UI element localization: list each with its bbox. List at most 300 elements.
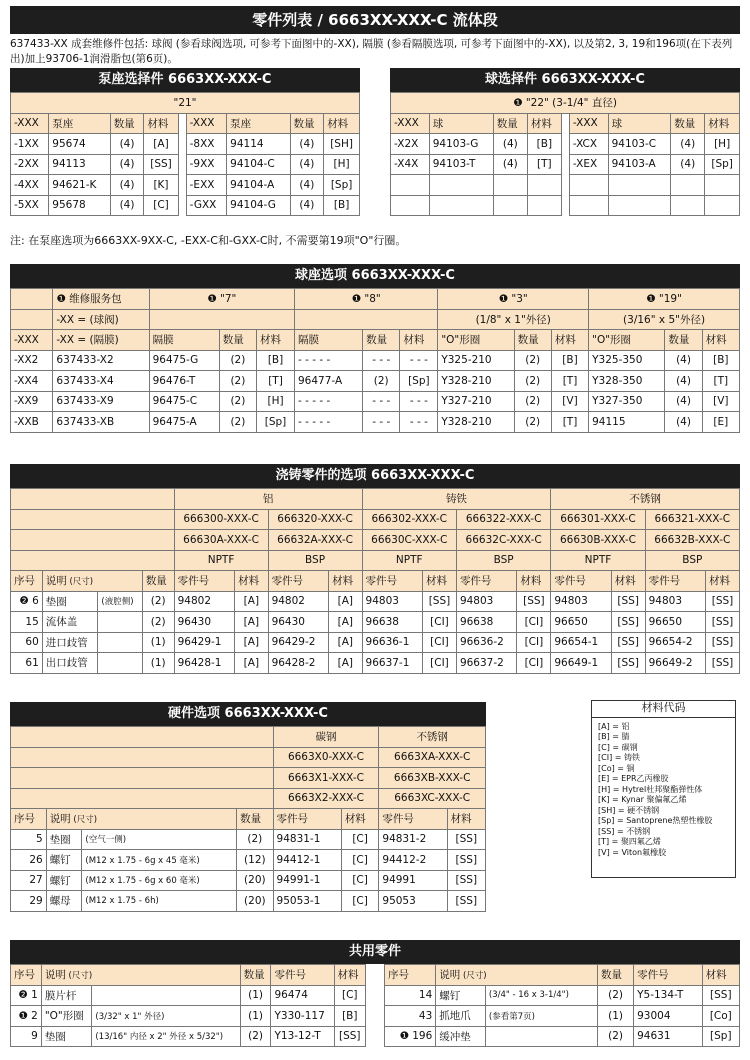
table-cell [561,154,569,175]
table-cell: 94103-T [429,154,493,175]
column-header: 说明 (尺寸) [41,965,240,986]
column-header: 材料 [706,571,740,592]
size-note: (尺寸) [66,577,94,588]
size-note: (尺寸) [460,971,487,982]
column-header: 材料 [334,965,365,986]
table-row [11,829,486,850]
table-cell: Y327-210 [438,391,514,412]
column-header: 数量 [363,330,400,351]
table-cell: 6663XB-XXX-C [379,768,486,789]
table-cell [295,309,438,330]
table-cell: BSP [645,550,739,571]
table-cell: Y330-117 [271,1006,334,1027]
column-header: 说明 (尺寸) [436,965,598,986]
table-cell: - - - [400,412,438,433]
table-cell: 96637-1 [362,653,422,674]
table-cell: [CI] [517,632,551,653]
table-cell: BSP [456,550,550,571]
table-cell: (M12 x 1.75 - 6g x 45 毫米) [82,850,237,871]
legend-item: [A] = 铝 [598,721,630,731]
table-row [11,985,366,1006]
table-cell: (4) [665,391,702,412]
table-cell: 15 [11,612,43,633]
table-cell: 94803 [645,591,705,612]
cast-table [10,488,740,674]
column-header: 零件号 [634,965,703,986]
table-cell: 94114 [227,134,290,155]
table-cell: (4) [665,371,702,392]
table-cell: 螺母 [46,891,82,912]
table-cell: (2) [219,391,256,412]
hardware-table [10,726,486,912]
table-row [11,965,366,986]
common-table-right [384,964,740,1047]
table-cell [485,1026,597,1047]
table-cell: NPTF [362,550,456,571]
kit-note: 637433-XX 成套维修件包括: 球阀 (参看球阀选项, 可参考下面图中的-XX), 隔膜 (参看隔膜选项, 可参考下面图中的-XX), 以及第2, 3, 19和196项(在下表列出)加上93706-1润滑脂包(第6页)。 [10,38,733,65]
table-cell: [T] [527,154,561,175]
table-row [11,891,486,912]
column-header: 材料 [144,113,178,134]
column-header: -XXX [11,330,53,351]
table-row [11,412,740,433]
table-cell: (2) [219,412,256,433]
column-header: 材料 [447,809,485,830]
table-cell: [Co] [702,1006,739,1027]
pump-seat-table [10,92,360,216]
table-cell: (4) [290,154,324,175]
table-cell: 666320-XXX-C [268,509,362,530]
table-cell: 94113 [49,154,110,175]
table-cell: 缓冲垫 [436,1026,486,1047]
table-cell: [A] [329,591,362,612]
table-cell: (4) [665,350,702,371]
table-cell: (4) [671,134,705,155]
table-cell: (2) [237,829,273,850]
table-cell: 61 [11,653,43,674]
table-row [11,175,360,196]
table-cell: 96636-1 [362,632,422,653]
table-cell: [SS] [611,612,645,633]
table-cell [569,195,608,216]
column-header: 序号 [11,571,43,592]
column-header: -XXX [186,113,227,134]
column-header: 隔膜 [295,330,363,351]
table-cell: [A] [235,632,268,653]
table-cell: -X4X [391,154,430,175]
table-row [391,175,740,196]
legend-item: [E] = EPR乙丙橡胶 [598,774,669,783]
table-cell: 96654-2 [645,632,705,653]
table-cell: (1) [142,632,174,653]
table-row [385,985,740,1006]
table-cell [705,195,740,216]
material-header: 铝 [174,489,362,510]
table-cell: [A] [329,612,362,633]
table-cell: 95053 [379,891,447,912]
table-cell: 96430 [174,612,235,633]
table-cell: 6663XA-XXX-C [379,747,486,768]
column-header: 零件号 [456,571,516,592]
table-cell: (2) [142,591,174,612]
table-row [11,330,740,351]
table-cell: 66632C-XXX-C [456,530,550,551]
table-cell: [CI] [423,612,457,633]
legend-item: [V] = Viton氟橡胶 [598,847,667,857]
table-cell [493,175,527,196]
seat-title: 球座选项 6663XX-XXX-C [10,264,740,288]
seat-table [10,288,740,433]
group-header: ❶ "3" [438,289,589,310]
table-cell [527,175,561,196]
legend-item: [Co] = 铜 [598,763,635,773]
table-cell: (2) [240,1026,271,1047]
table-cell: 666321-XXX-C [645,509,739,530]
table-cell: 94991 [379,870,447,891]
table-cell: [H] [705,134,740,155]
table-cell: -XX = (隔膜) [53,330,149,351]
table-cell: 637433-X2 [53,350,149,371]
table-row [11,632,740,653]
table-cell: 94803 [362,591,422,612]
table-cell: (M12 x 1.75 - 6g x 60 毫米) [82,870,237,891]
column-header: 零件号 [268,571,329,592]
table-cell [527,195,561,216]
table-cell: 637433-XB [53,412,149,433]
table-cell: (液腔侧) [98,591,142,612]
column-header: 材料 [423,571,457,592]
column-header: 数量 [110,113,144,134]
group-header: ❶ "7" [149,289,294,310]
table-cell: 96429-1 [174,632,235,653]
table-cell: 96475-C [149,391,219,412]
table-row [11,309,740,330]
table-cell: (2) [514,412,551,433]
table-cell [11,489,175,510]
table-cell: Y13-12-T [271,1026,334,1047]
table-cell: (参看第7页) [485,1006,597,1027]
table-cell: [A] [235,612,268,633]
table-cell [98,653,142,674]
table-cell: -XCX [569,134,608,155]
table-row [11,612,740,633]
table-cell: (2) [514,391,551,412]
legend-item: [CI] = 铸铁 [598,753,640,762]
column-header: 数量 [142,571,174,592]
table-cell: [V] [551,391,588,412]
table-cell: [SS] [706,612,740,633]
table-cell: (4) [671,154,705,175]
table-row [391,93,740,114]
table-cell: [SS] [517,591,551,612]
table-cell: 637433-X4 [53,371,149,392]
table-cell: (4) [110,175,144,196]
column-header: "O"形圈 [438,330,514,351]
table-cell: (4) [493,154,527,175]
column-header: 材料 [257,330,295,351]
table-cell: (2) [142,612,174,633]
table-cell: [Sp] [257,412,295,433]
table-row [11,93,360,114]
table-cell [671,175,705,196]
table-cell: 94631 [634,1026,703,1047]
group-header: ❶ 维修服务包 [53,289,149,310]
column-header: 数量 [514,330,551,351]
table-cell: -8XX [186,134,227,155]
table-cell: 666302-XXX-C [362,509,456,530]
table-row [391,134,740,155]
table-cell: -XX4 [11,371,53,392]
column-header: 零件号 [379,809,447,830]
table-cell: 96649-1 [551,653,611,674]
table-cell [11,747,274,768]
table-cell: [T] [551,371,588,392]
table-row [391,113,740,134]
table-row [391,195,740,216]
table-row [11,550,740,571]
table-row [11,113,360,134]
table-cell: Y328-210 [438,371,514,392]
table-cell: (4) [110,195,144,216]
table-cell: [T] [551,412,588,433]
table-cell: [A] [329,632,362,653]
table-cell: [B] [551,350,588,371]
table-cell: [E] [702,412,739,433]
table-cell: [SS] [702,985,739,1006]
table-cell: (1) [240,1006,271,1027]
column-header: -XXX [391,113,430,134]
table-cell: [B] [257,350,295,371]
table-cell: [SS] [706,591,740,612]
column-header: 材料 [324,113,360,134]
table-cell: -2XX [11,154,49,175]
table-cell: 94115 [589,412,665,433]
table-cell: 6663X1-XXX-C [273,768,379,789]
table-row [385,965,740,986]
table-cell: 666301-XXX-C [551,509,645,530]
hardware-title: 硬件选项 6663XX-XXX-C [10,702,486,726]
table-cell: (1/8" x 1"外径) [438,309,589,330]
table-row [11,809,486,830]
table-cell: 94802 [174,591,235,612]
table-cell: [C] [144,195,178,216]
table-cell: (2) [598,985,634,1006]
table-row [11,1006,366,1027]
column-header: 材料 [705,113,740,134]
table-cell: [CI] [423,653,457,674]
table-cell: (M12 x 1.75 - 6h) [82,891,237,912]
table-cell: 96636-2 [456,632,516,653]
table-cell: 96474 [271,985,334,1006]
table-cell: (3/32" x 1" 外径) [92,1006,240,1027]
table-cell: -XX2 [11,350,53,371]
table-row [11,768,486,789]
table-cell: [B] [334,1006,365,1027]
common-table-left [10,964,366,1047]
table-cell: 93004 [634,1006,703,1027]
column-header: 数量 [240,965,271,986]
table-cell: Y5-134-T [634,985,703,1006]
table-cell: 螺钉 [46,850,82,871]
table-cell: 666322-XXX-C [456,509,550,530]
table-cell: [SS] [423,591,457,612]
table-cell [11,788,274,809]
material-header: 不锈钢 [551,489,740,510]
legend-item: [SH] = 硬不锈钢 [598,805,660,815]
table-cell: [B] [702,350,739,371]
table-cell: 96476-T [149,371,219,392]
table-cell [98,612,142,633]
table-cell [561,195,569,216]
table-cell [98,632,142,653]
column-header: 材料 [517,571,551,592]
table-cell: 螺钉 [436,985,486,1006]
column-header: 材料 [400,330,438,351]
table-cell: 94104-G [227,195,290,216]
table-cell: 96649-2 [645,653,705,674]
group-header: ❶ "19" [589,289,740,310]
table-cell: ❷ 6 [11,591,43,612]
table-row [11,289,740,310]
table-row [11,134,360,155]
table-row [11,747,486,768]
table-cell [92,985,240,1006]
legend-item: [SS] = 不锈钢 [598,826,651,836]
material-legend [591,700,736,878]
table-cell: -XEX [569,154,608,175]
table-cell: [B] [527,134,561,155]
table-cell: 95053-1 [273,891,341,912]
table-cell: [C] [341,850,379,871]
table-cell: (4) [290,134,324,155]
size-note: (尺寸) [65,971,93,982]
column-header: 隔膜 [149,330,219,351]
table-cell: (1) [142,653,174,674]
table-cell: - - - [363,350,400,371]
table-cell: 螺钉 [46,870,82,891]
table-cell: -X2X [391,134,430,155]
table-cell: [A] [235,591,268,612]
table-cell: 26 [11,850,47,871]
table-cell [178,154,186,175]
column-header: 零件号 [645,571,705,592]
table-cell: 出口歧管 [42,653,98,674]
table-cell: -GXX [186,195,227,216]
table-cell: 96650 [645,612,705,633]
table-cell [569,175,608,196]
table-cell: [SS] [447,829,485,850]
table-row [11,870,486,891]
size-note: (尺寸) [70,815,98,826]
table-cell: 膜片杆 [41,985,92,1006]
table-row [391,154,740,175]
table-cell: 96638 [362,612,422,633]
table-cell: [B] [324,195,360,216]
table-cell: (2) [598,1026,634,1047]
table-cell: [Sp] [400,371,438,392]
table-cell: 96429-2 [268,632,329,653]
column-header: 球 [429,113,493,134]
table-cell [11,550,175,571]
table-cell: 94831-2 [379,829,447,850]
table-cell: (2) [219,371,256,392]
table-cell: [SS] [334,1026,365,1047]
table-cell: - - - [400,350,438,371]
table-row [11,727,486,748]
table-cell: (4) [665,412,702,433]
column-header: 序号 [11,809,47,830]
table-row [11,195,360,216]
table-cell: 43 [385,1006,436,1027]
table-cell: [SS] [611,632,645,653]
table-cell: [SS] [447,850,485,871]
table-cell: (4) [110,134,144,155]
column-header: -XXX [569,113,608,134]
ball-table [390,92,740,216]
table-cell: 14 [385,985,436,1006]
legend-item: [B] = 腈 [598,732,630,741]
table-cell: ❶ 2 [11,1006,42,1027]
table-cell [561,175,569,196]
table-cell: 94104-C [227,154,290,175]
group-header: ❶ "8" [295,289,438,310]
table-row [11,530,740,551]
column-header: "O"形圈 [589,330,665,351]
table-cell: 60 [11,632,43,653]
table-cell: 94104-A [227,175,290,196]
seat-note: 注: 在泵座选项为6663XX-9XX-C, -EXX-C和-GXX-C时, 不需要第19项"O"行圈。 [10,234,407,247]
table-cell: (20) [237,891,273,912]
column-header: 数量 [671,113,705,134]
table-cell: [SS] [447,870,485,891]
legend-item: [T] = 聚四氟乙烯 [598,837,661,846]
table-cell: 94802 [268,591,329,612]
table-cell: ❶ 196 [385,1026,436,1047]
table-cell: (3/16" x 5"外径) [589,309,740,330]
table-cell: (1) [598,1006,634,1027]
column-header: 序号 [11,965,42,986]
table-cell: (12) [237,850,273,871]
table-row [11,571,740,592]
table-row [11,788,486,809]
table-cell: [SH] [324,134,360,155]
column-header: 泵座 [49,113,110,134]
table-cell: 96475-G [149,350,219,371]
table-cell: 96428-1 [174,653,235,674]
column-header: 材料 [341,809,379,830]
table-cell: 66630C-XXX-C [362,530,456,551]
table-cell: Y327-350 [589,391,665,412]
table-cell: (4) [290,195,324,216]
table-row [11,489,740,510]
table-cell: 96638 [456,612,516,633]
table-cell: [SS] [447,891,485,912]
table-cell: 94103-G [429,134,493,155]
column-header: 材料 [702,330,739,351]
table-cell [391,175,430,196]
table-cell: - - - [400,391,438,412]
table-row [11,391,740,412]
table-cell: NPTF [174,550,268,571]
column-header: 零件号 [271,965,334,986]
table-cell [561,134,569,155]
table-cell [178,134,186,155]
table-cell: 垫圈 [41,1026,92,1047]
table-cell: 66632B-XXX-C [645,530,739,551]
table-cell [178,195,186,216]
table-cell: [SS] [706,653,740,674]
table-cell: (2) [514,350,551,371]
